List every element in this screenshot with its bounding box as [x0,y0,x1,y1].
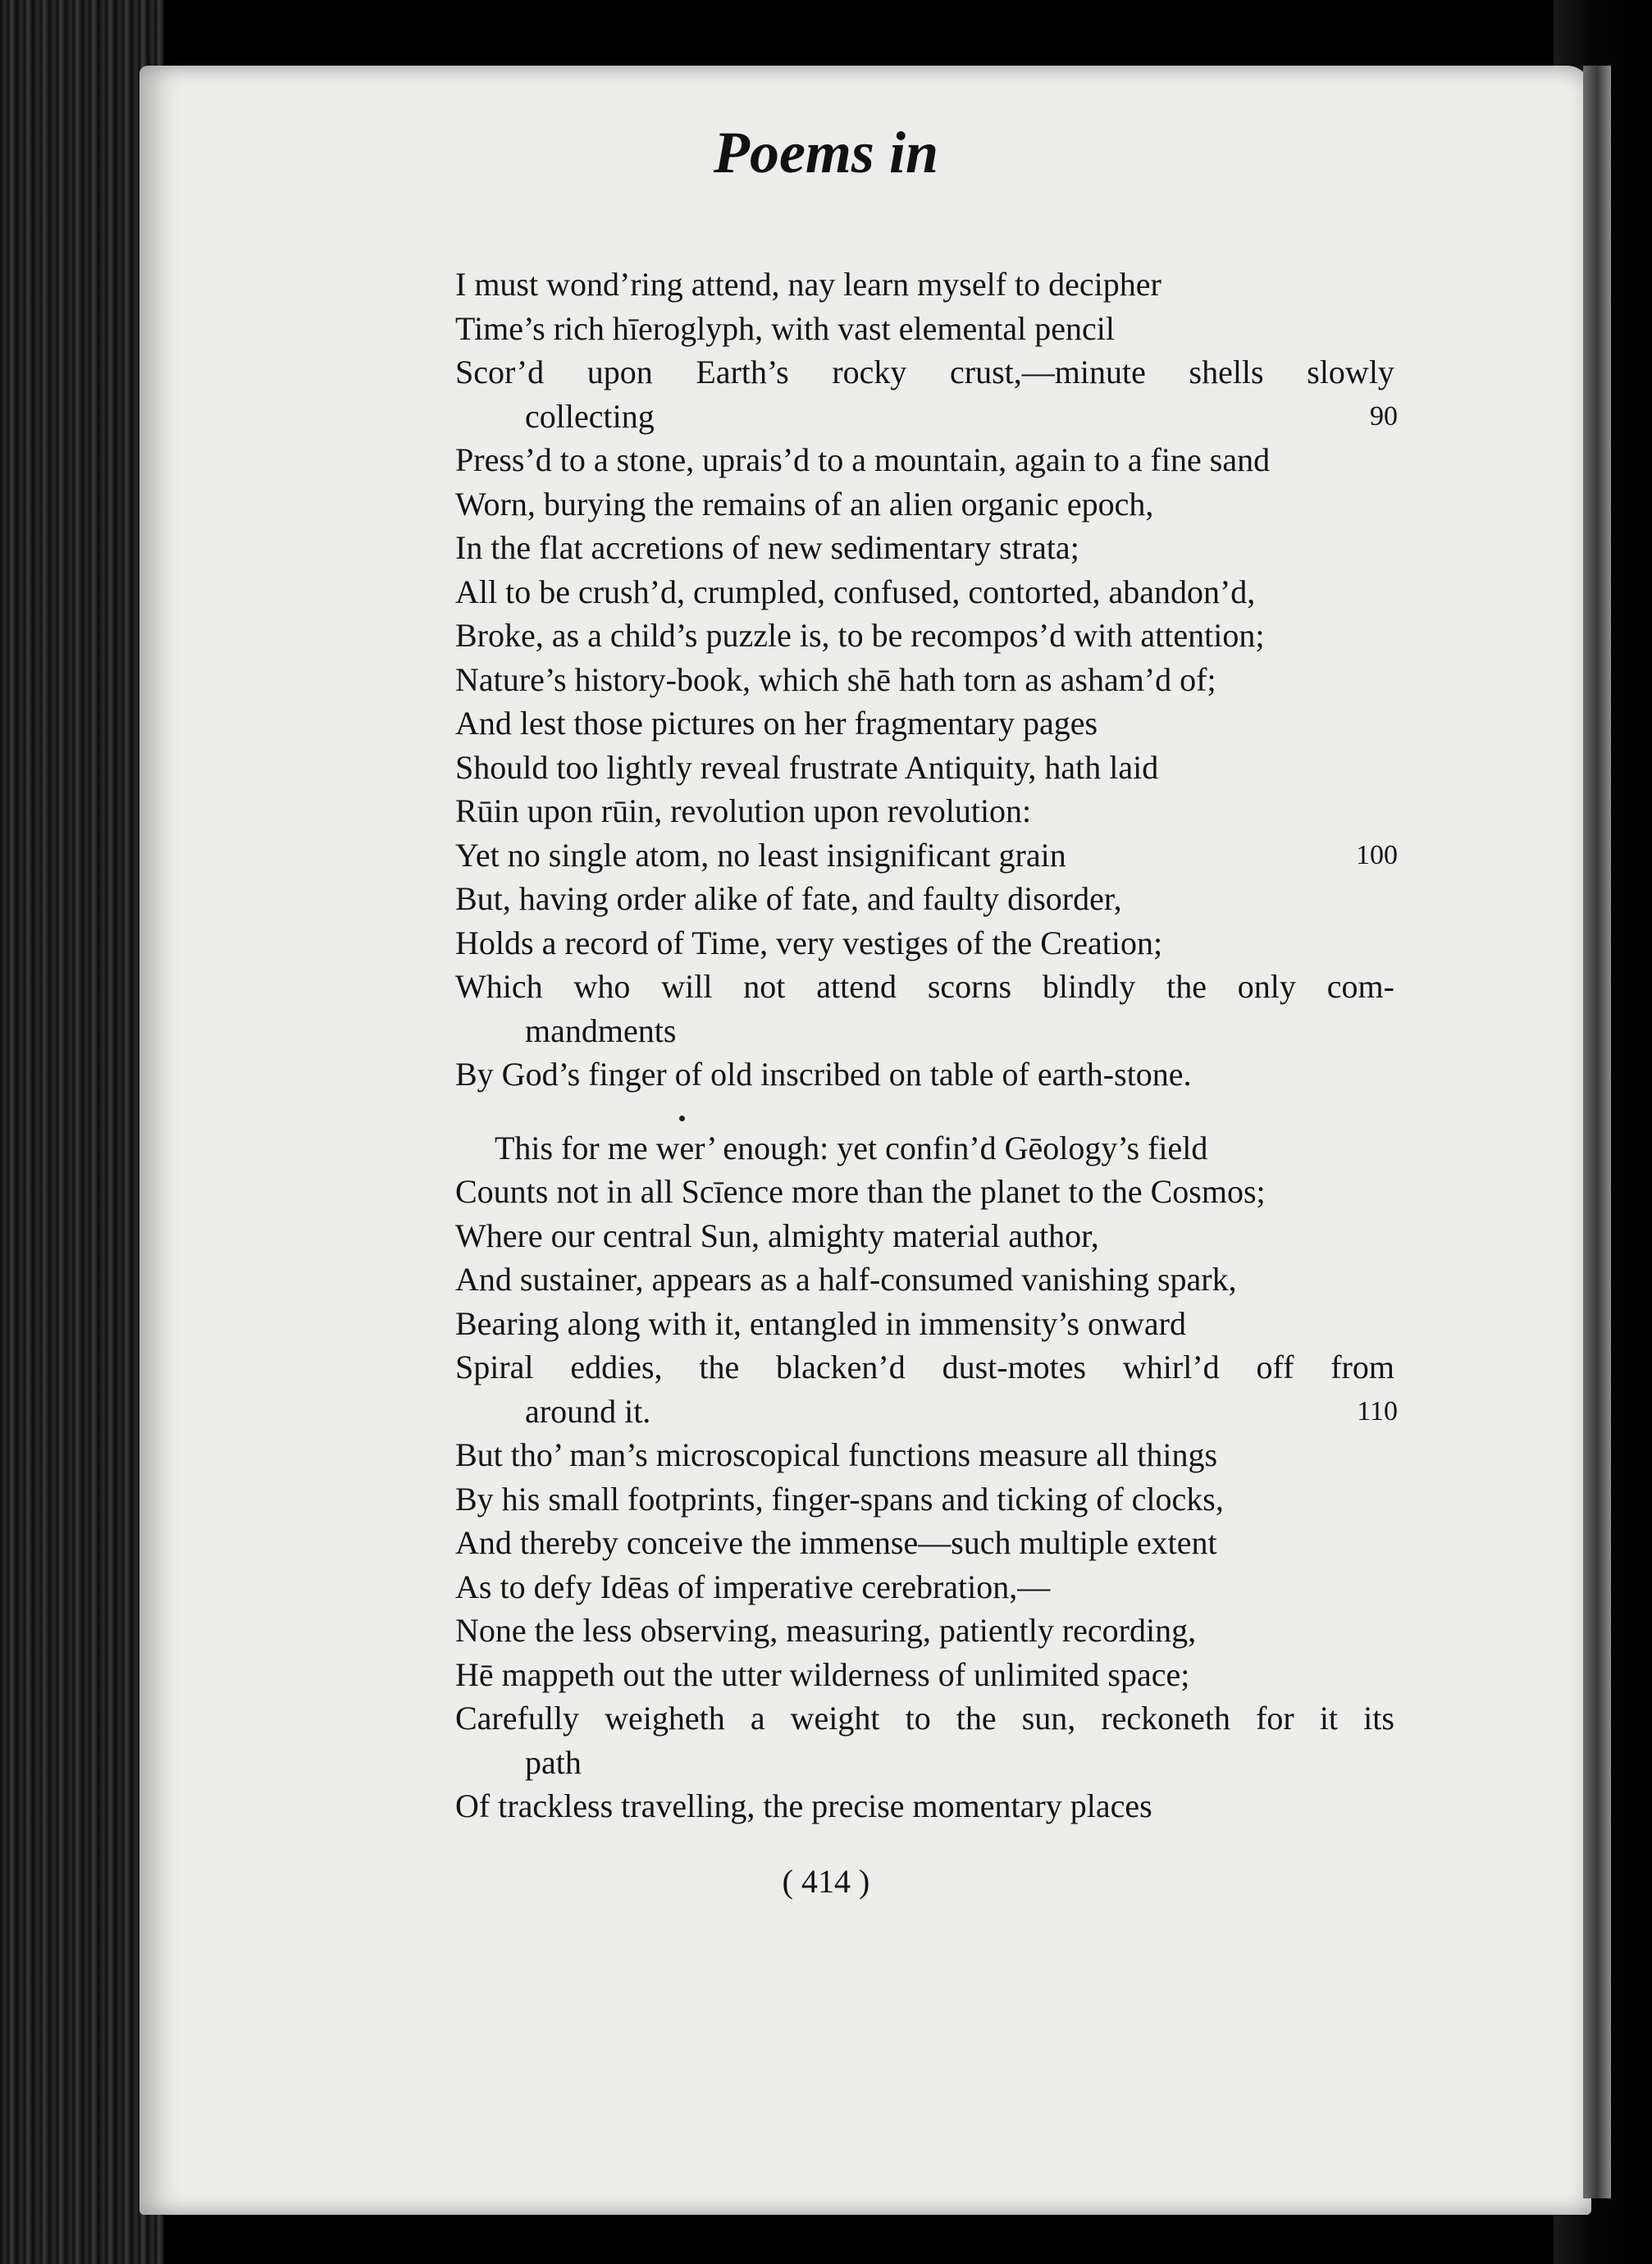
stanza-2 [455,1126,1398,1828]
poem-text [455,262,1398,1828]
verse-line-text: But, having order alike of fate, and faulty disorder, [455,880,1122,917]
verse-line [455,350,1394,395]
verse-line-text: Broke, as a child’s puzzle is, to be recompos’d with attention; [455,617,1265,654]
verse-line [455,1477,1394,1522]
verse-line-text: Hē mappeth out the utter wilderness of unlimited space; [455,1655,1190,1693]
verse-line [455,965,1394,1009]
verse-line [455,395,1398,439]
verse-line-text: Yet no single atom, no least insignificant grain [455,836,1066,874]
verse-line-text: I must wond’ring attend, nay learn myself to decipher [455,266,1161,303]
running-head: Poems in [713,120,938,185]
verse-line-text: Should too lightly reveal frustrate Antiquity, hath laid [455,748,1159,786]
page-number: ( 414 ) [782,1863,870,1900]
verse-line [455,526,1394,570]
verse-line-text: path [525,1743,582,1781]
verse-line-text: Spiral eddies, the blacken’d dust-motes whirl’d off from [455,1349,1394,1385]
verse-line [455,1345,1394,1390]
verse-line [455,438,1394,482]
verse-line-text: Nature’s history-book, which shē hath torn as asham’d of; [455,660,1216,698]
verse-line-text: Which who will not attend scorns blindly the only com- [455,968,1394,1005]
verse-line-text: Worn, burying the remains of an alien organic epoch, [455,485,1154,523]
verse-line-text: Of trackless travelling, the precise momentary places [455,1787,1152,1824]
verse-line [455,701,1394,746]
verse-line [455,1784,1394,1828]
verse-line-text: collecting [525,397,655,435]
verse-line [455,658,1394,702]
verse-line [455,1170,1394,1214]
verse-line-text: Scor’d upon Earth’s rocky crust,—minute shells slowly [455,354,1394,390]
verse-line [455,746,1394,790]
verse-line-text: By God’s finger of old inscribed on table of earth-stone. [455,1056,1192,1093]
verse-line [455,307,1394,351]
verse-line [455,1433,1394,1477]
verse-line-text: Press’d to a stone, uprais’d to a mountain, again to a fine sand [455,441,1271,478]
verse-line-text: As to defy Idēas of imperative cerebration,— [455,1568,1051,1605]
verse-line-text: Where our central Sun, almighty material author, [455,1216,1099,1254]
verse-line [455,1390,1398,1434]
verse-line [455,1565,1394,1609]
verse-line [455,1258,1394,1302]
verse-line-text: And sustainer, appears as a half-consumed vanishing spark, [455,1261,1237,1298]
ink-speck [679,1116,685,1121]
verse-line [455,877,1394,921]
verse-line-text: Bearing along with it, entangled in immensity’s onward [455,1304,1186,1342]
verse-line [455,1009,1394,1053]
verse-line-text: In the flat accretions of new sedimentary strata; [455,529,1079,566]
verse-line [455,614,1394,658]
verse-line-text: around it. [525,1392,651,1430]
verse-line-text: Counts not in all Scīence more than the planet to the Cosmos; [455,1173,1266,1210]
verse-line [455,833,1398,878]
verse-line [455,1741,1394,1785]
verse-line-text: Time’s rich hīeroglyph, with vast elemental pencil [455,309,1115,347]
verse-line [455,1052,1394,1097]
verse-line [455,921,1394,965]
stanza-1 [455,262,1398,1097]
verse-line [455,1653,1394,1697]
verse-line [455,1696,1394,1741]
verse-line-text: But tho’ man’s microscopical functions measure all things [455,1436,1218,1473]
line-number: 110 [1357,1395,1398,1426]
verse-line [455,1126,1394,1171]
verse-line-text: By his small footprints, finger-spans and ticking of clocks, [455,1480,1224,1518]
verse-line [455,1214,1394,1258]
verse-line-text: This for me wer’ enough: yet confin’d Gēology’s field [495,1129,1208,1166]
verse-line [455,482,1394,527]
verse-line [455,1521,1394,1565]
stanza-break [455,1097,1394,1126]
verse-line [455,262,1394,307]
verse-line-text: Rūin upon rūin, revolution upon revolution: [455,792,1032,829]
verse-line-text: And thereby conceive the immense—such multiple extent [455,1524,1217,1561]
verse-line-text: All to be crush’d, crumpled, confused, contorted, abandon’d, [455,573,1256,610]
verse-line [455,789,1394,833]
verse-line-text: Carefully weigheth a weight to the sun, reckoneth for it its [455,1700,1394,1737]
verse-line-text: Holds a record of Time, very vestiges of the Creation; [455,924,1163,961]
verse-line-text: And lest those pictures on her fragmentary pages [455,705,1098,742]
verse-line [455,570,1394,614]
line-number: 100 [1356,839,1398,870]
line-number: 90 [1370,400,1398,431]
verse-line-text: mandments [525,1011,677,1049]
verse-line [455,1302,1394,1346]
verse-line-text: None the less observing, measuring, patiently recording, [455,1612,1197,1649]
verse-line [455,1609,1394,1653]
